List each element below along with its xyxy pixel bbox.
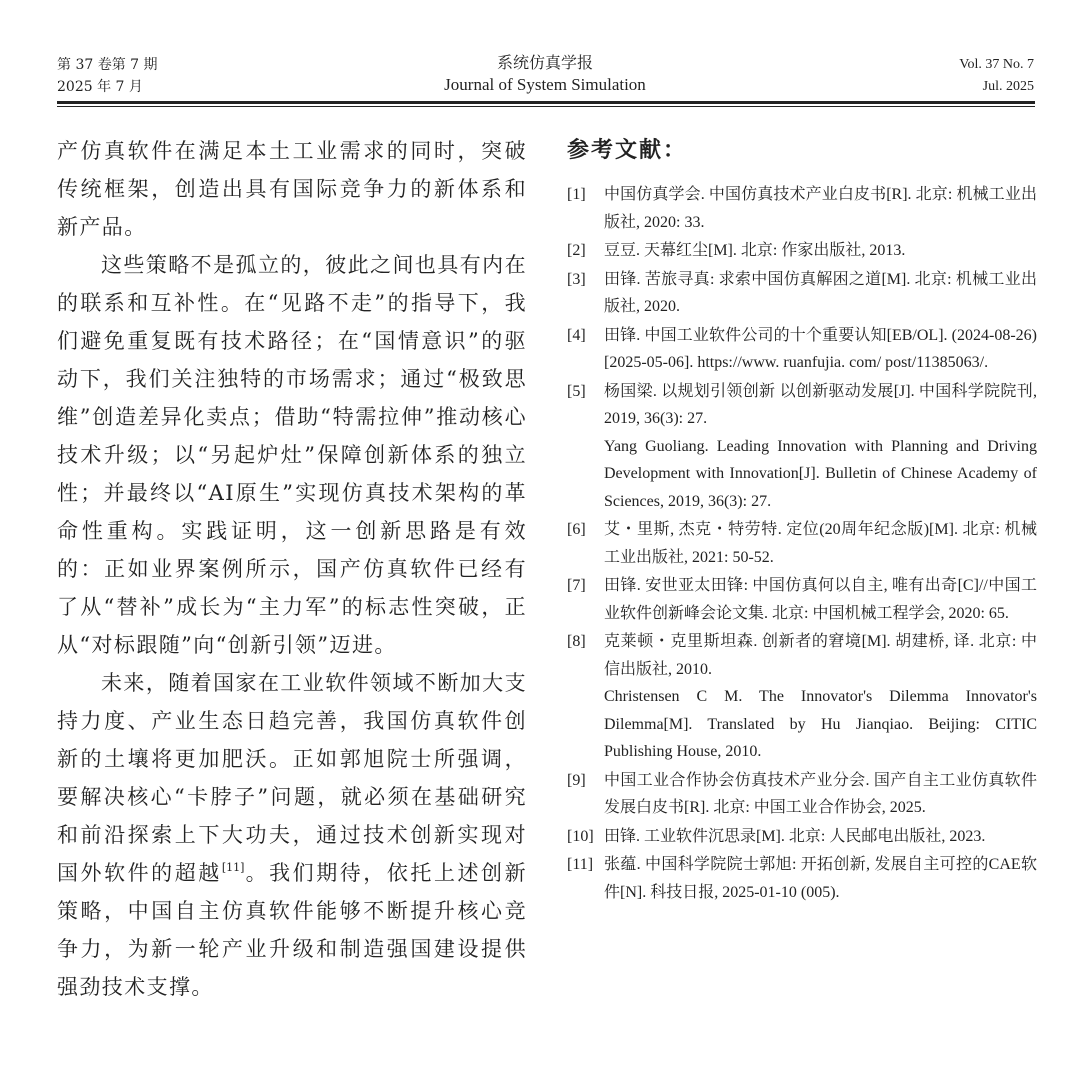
reference-text-english: Yang Guoliang. Leading Innovation with Planning and Driving Development with Innovation[J]. Bulletin of Chinese Academy of Sciences, 2019, 36(3): 27.: [604, 437, 1037, 510]
reference-item: [567, 823, 1037, 851]
reference-text: 田锋. 苦旅寻真: 求索中国仿真解困之道[M]. 北京: 机械工业出版社, 2020.: [604, 270, 1037, 315]
journal-name: [340, 52, 750, 96]
issue-info: [57, 54, 158, 98]
reference-item: [567, 322, 1037, 377]
reference-number: [1]: [567, 186, 586, 203]
reference-item: [567, 266, 1037, 321]
issue-volume-cn: 第 37 卷第 7 期: [57, 57, 158, 73]
reference-text: 张蕴. 中国科学院院士郭旭: 开拓创新, 发展自主可控的CAE软件[N]. 科技日报, 2025-01-10 (005).: [604, 856, 1037, 901]
reference-item: [567, 572, 1037, 627]
reference-number: [11]: [567, 856, 594, 873]
reference-item: [567, 851, 1037, 906]
reference-number: [2]: [567, 242, 586, 259]
reference-text: 田锋. 中国工业软件公司的十个重要认知[EB/OL]. (2024-08-26) [2025-05-06]. https://www. ruanfujia. com/ post/11385063/.: [604, 326, 1037, 371]
references-heading: 参考文献：: [567, 138, 688, 163]
issue-volume-en: Vol. 37 No. 7: [959, 57, 1034, 72]
reference-text: 杨国梁. 以规划引领创新 以创新驱动发展[J]. 中国科学院院刊, 2019, 36(3): 27.: [604, 382, 1037, 427]
journal-name-cn: 系统仿真学报: [496, 53, 593, 72]
reference-number: [9]: [567, 771, 586, 789]
reference-number: [3]: [567, 270, 586, 288]
body-paragraph: 产仿真软件在满足本土工业需求的同时，突破传统框架，创造出具有国际竞争力的新体系和新产品。: [57, 139, 527, 239]
issue-date-en: Jul. 2025: [982, 79, 1034, 94]
reference-text: 田锋. 工业软件沉思录[M]. 北京: 人民邮电出版社, 2023.: [604, 827, 986, 845]
journal-name-en: Journal of System Simulation: [444, 75, 646, 94]
reference-item: [567, 628, 1037, 766]
reference-text: 中国工业合作协会仿真技术产业分会. 国产自主工业仿真软件发展白皮书[R]. 北京: 中国工业合作协会, 2025.: [604, 771, 1037, 816]
body-paragraph: [57, 664, 527, 1006]
references-column: [567, 134, 1037, 907]
reference-text: 田锋. 安世亚太田锋: 中国仿真何以自主, 唯有出奇[C]//中国工业软件创新峰会论文集. 北京: 中国机械工程学会, 2020: 65.: [604, 577, 1037, 622]
reference-number: [7]: [567, 577, 586, 594]
body-paragraph: 这些策略不是孤立的，彼此之间也具有内在的联系和互补性。在“见路不走”的指导下，我们避免重复既有技术路径；在“国情意识”的驱动下，我们关注独特的市场需求；通过“极致思维”创造差异化卖点；借助“特需拉伸”推动核心技术升级；以“另起炉灶”保障创新体系的独立性；并最终以“AI原生”实现仿真技术架构的革命性重构。实践证明，这一创新思路是有效的：正如业界案例所示，国产仿真软件已经有了从“替补”成长为“主力军”的标志性突破，正从“对标跟随”向“创新引领”迈进。: [57, 253, 527, 657]
body-paragraph-tail: 。我们期待，依托上述创新策略，中国自主仿真软件能够不断提升核心竞争力，为新一轮产业升级和制造强国建设提供强劲技术支撑。: [57, 861, 527, 999]
body-text-column: [57, 132, 527, 1006]
reference-number: [8]: [567, 633, 586, 650]
header-rule-thin: [57, 106, 1035, 107]
body-paragraph-text: 未来，随着国家在工业软件领域不断加大支持力度、产业生态日趋完善，我国仿真软件创新的土壤将更加肥沃。正如郭旭院士所强调，要解决核心“卡脖子”问题，就必须在基础研究和前沿探索上下大功夫，通过技术创新实现对国外软件的超越: [57, 671, 527, 885]
issue-info-en: [959, 54, 1034, 98]
reference-list: [567, 181, 1037, 906]
issue-date-cn: 2025 年 7 月: [57, 79, 143, 95]
reference-text: 艾・里斯, 杰克・特劳特. 定位(20周年纪念版)[M]. 北京: 机械工业出版社, 2021: 50-52.: [604, 521, 1037, 566]
reference-number: [5]: [567, 382, 586, 400]
reference-item: [567, 767, 1037, 822]
reference-item: [567, 516, 1037, 571]
reference-number: [4]: [567, 326, 586, 344]
reference-item: [567, 237, 1037, 265]
reference-text: 豆豆. 天幕红尘[M]. 北京: 作家出版社, 2013.: [604, 242, 906, 259]
reference-text: 克莱顿・克里斯坦森. 创新者的窘境[M]. 胡建桥, 译. 北京: 中信出版社, 2010.: [604, 633, 1037, 678]
citation-link[interactable]: [11]: [221, 861, 245, 874]
reference-text-english: Christensen C M. The Innovator's Dilemma Innovator's Dilemma[M]. Translated by Hu Jianqiao. Beijing: CITIC Publishing House, 2010.: [604, 688, 1037, 760]
reference-item: [567, 378, 1037, 516]
reference-item: [567, 181, 1037, 236]
reference-text: 中国仿真学会. 中国仿真技术产业白皮书[R]. 北京: 机械工业出版社, 2020: 33.: [604, 186, 1037, 231]
reference-number: [6]: [567, 521, 586, 538]
reference-number: [10]: [567, 827, 594, 845]
header-rule-thick: [57, 101, 1035, 104]
journal-header: [0, 0, 1080, 110]
